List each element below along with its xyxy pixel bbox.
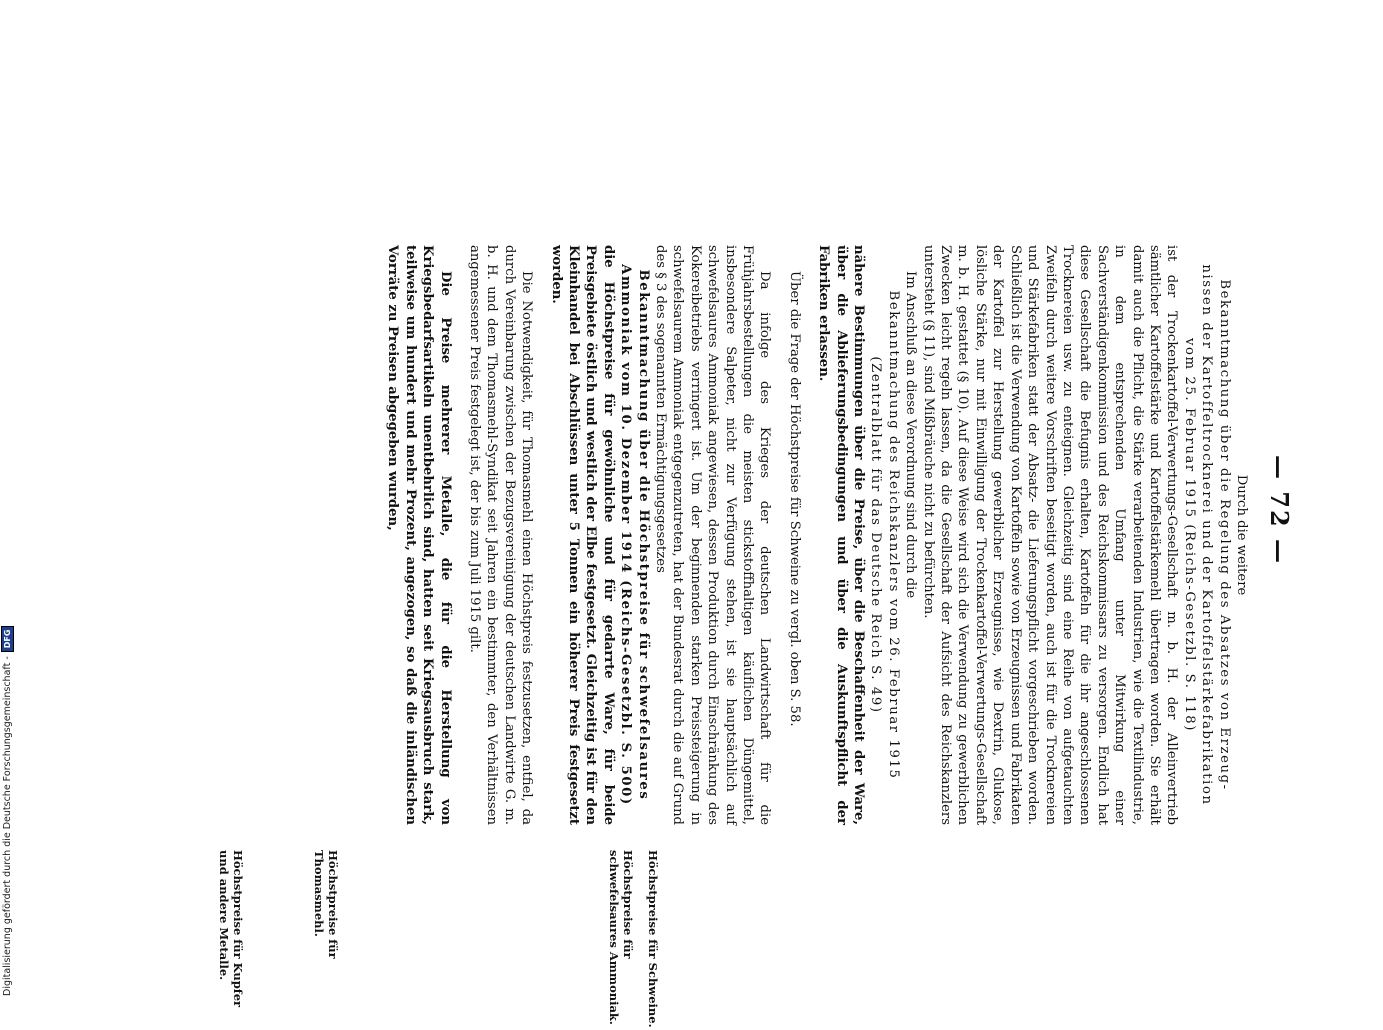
margin-note-metalle: Höchstpreise für Kupfer und andere Metalle. <box>217 850 245 1008</box>
main-text <box>384 245 1250 825</box>
margin-note-thomasmehl: Höchstpreise für Thomasmehl. <box>312 850 340 959</box>
paragraph-anschluss-end: nähere Bestimmungen über die Preise, über die Beschaffenheit der Ware, über die Ablieferungsbedingungen und über die Auskunftspflicht der Fabriken erlassen. <box>816 245 867 825</box>
margin-note-schweine: Höchstpreise für Schweine. <box>646 850 660 1028</box>
paragraph-ammoniak-title: Bekanntmachung über die Höchstpreise für schwefelsaures Ammoniak vom 10. Dezember 1914 (Reichs-Gesetzbl. S. 500) <box>618 264 651 806</box>
paragraph-ammoniak-end: die Höchstpreise für gewöhnliche und für gedarrte Ware, für beide Preisgebiete östlich und westlich der Elbe festgesetzt. Gleichzeitig ist für den Kleinhandel bei Abschlüssen unter 5 Tonnen ein höherer Preis festgesetzt worden. <box>548 245 616 825</box>
decree-title-line-2: nissen der Kartoffeltrocknerei und der Kartoffelstärkefabrikation <box>1199 264 1215 806</box>
margin-note-ammoniak: Höchstpreise für schwefelsaures Ammoniak. <box>607 850 635 1025</box>
paragraph-anschluss-source: (Zentralblatt für das Deutsche Reich S. 49) <box>868 356 884 714</box>
decree-title-line-3: vom 25. Februar 1915 (Reichs-Gesetzbl. S. 118) <box>1181 337 1197 733</box>
paragraph-ammoniak: Da infolge des Krieges der deutschen Landwirtschaft für die Frühjahrsbestellungen die meisten stickstoffhaltigen käuflichen Düngemittel, insbesondere Salpeter, nicht zur Verfügung stehen, ist sie hauptsächlich auf schwefelsaures Ammoniak angewiesen, dessen Produktion durch Einschränkung des Kokereibetriebs verringert ist. Um der beginnenden starken Preissteigerung in schwefelsaurem Ammoniak entgegenzutreten, hat der Bundesrat durch die auf Grund des § 3 des sogenannten Ermächtigungsgesetzes <box>653 245 773 825</box>
paragraph-kartoffel: ist der Trockenkartoffel-Verwertungs-Gesellschaft m. b. H. der Alleinvertrieb sämtlicher Kartoffelstärke und Kartoffelstärkemehl übertragen worden. Sie erhält damit auch die Pflicht, die Stärke verarbeitenden Industrien, wie die Textilindustrie, in dem entsprechenden Umfang unter Mitwirkung einer Sachverständigenkommission und des Reichskommissars zu versorgen. Endlich hat diese Gesellschaft die Befugnis erhalten, Kartoffeln für die ihr angeschlossenen Trocknereien usw. zu enteignen. Gleichzeitig sind eine Reihe von aufgetauchten Zweifeln durch weitere Vorschriften beseitigt worden, auch ist für die Trocknereien und Stärkefabriken statt der Absatz- die Lieferungspflicht vorgeschrieben worden. Schließlich ist die Verwendung von Kartoffeln sowie von Erzeugnissen und Fabrikaten der Kartoffel zur Herstellung gewerblicher Erzeugnisse, wie Dextrin, Glukose, lösliche Stärke, nur mit Einwilligung der Trockenkartoffel-Verwertungs-Gesellschaft m. b. H. gestattet (§ 10). Auf diese Weise wird sich die Verwendung zu gewerblichen Zwecken leicht regeln lassen, da die Gesellschaft der Aufsicht des Reichskanzlers untersteht (§ 11), sind Mißbräuche nicht zu befürchten. <box>920 245 1180 825</box>
decree-title-line-1: Bekanntmachung über die Regelung des Absatzes von Erzeug- <box>1216 279 1232 791</box>
paragraph-thomasmehl: Die Notwendigkeit, für Thomasmehl einen Höchstpreis festzusetzen, entfiel, da durch Vereinbarung zwischen der Bezugsvereinigung der deutschen Landwirte G. m. b. H. und dem Thomasmehl-Syndikat seit Jahren ein bestimmter, den Verhältnissen angemessener Preis festgelegt ist, der bis zum Juli 1915 gilt. <box>466 245 535 825</box>
dfg-logo: DFG <box>1 626 14 653</box>
section-heading: Durch die weitere <box>1234 474 1249 596</box>
page-number: — 72 — <box>1265 454 1294 566</box>
rotated-document-page <box>160 30 1300 1028</box>
footer-text: Digitalisierung gefördert durch die Deutsche Forschungsgemeinschaft - <box>1 656 13 996</box>
paragraph-metalle: Die Preise mehrerer Metalle, die für die Herstellung von Kriegsbedarfsartikeln unentbehrlich sind, hatten seit Kriegsausbruch stark, teilweise um hundert und mehr Prozent, angezogen, so daß die inländischen Vorräte zu Preisen abgegeben wurden, <box>385 245 453 825</box>
paragraph-anschluss-title: Bekanntmachung des Reichskanzlers vom 26. Februar 1915 <box>885 290 901 780</box>
paragraph-anschluss-start: Im Anschluß an diese Verordnung sind durch die <box>903 271 919 599</box>
paragraph-schweine: Über die Frage der Höchstpreise für Schweine zu vergl. oben S. 58. <box>786 271 802 727</box>
digitization-footer <box>0 0 14 996</box>
